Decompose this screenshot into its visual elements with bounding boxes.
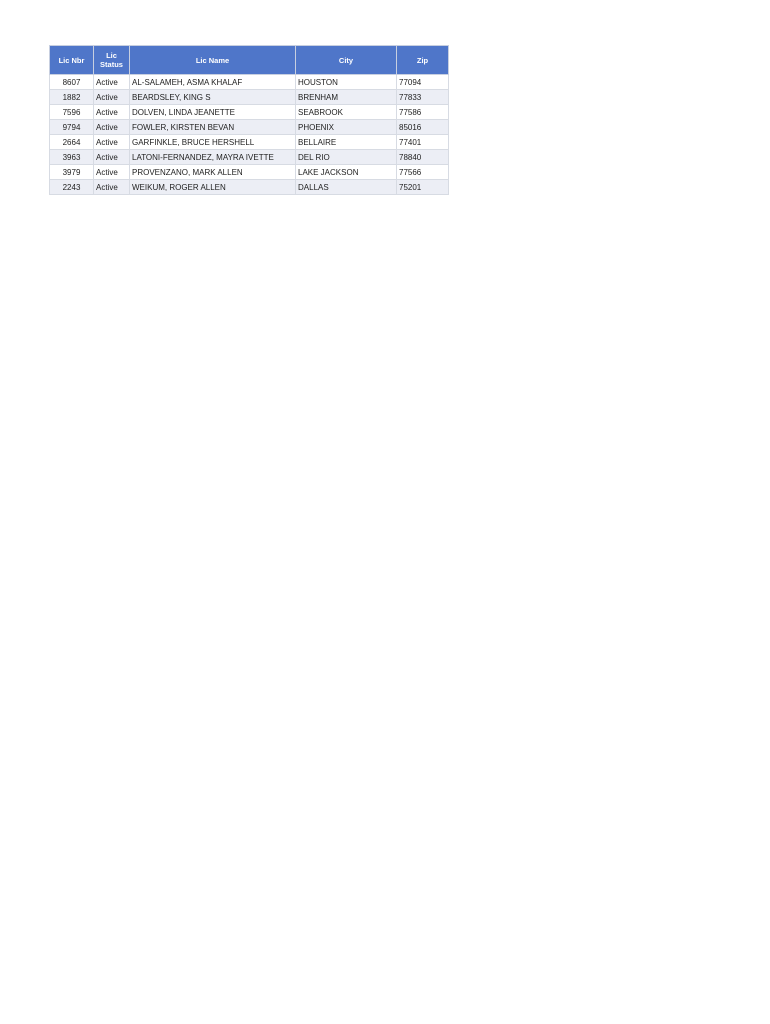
cell-lic-name: DOLVEN, LINDA JEANETTE bbox=[130, 105, 296, 120]
cell-lic-nbr: 3979 bbox=[50, 165, 94, 180]
cell-lic-nbr: 7596 bbox=[50, 105, 94, 120]
cell-zip: 75201 bbox=[397, 180, 449, 195]
table-row bbox=[50, 135, 449, 150]
cell-city: DALLAS bbox=[296, 180, 397, 195]
header-row bbox=[50, 46, 449, 75]
cell-zip: 77586 bbox=[397, 105, 449, 120]
cell-zip: 85016 bbox=[397, 120, 449, 135]
cell-city: LAKE JACKSON bbox=[296, 165, 397, 180]
cell-lic-status: Active bbox=[94, 165, 130, 180]
cell-city: DEL RIO bbox=[296, 150, 397, 165]
cell-lic-name: FOWLER, KIRSTEN BEVAN bbox=[130, 120, 296, 135]
table-body bbox=[50, 75, 449, 195]
cell-lic-nbr: 3963 bbox=[50, 150, 94, 165]
cell-lic-name: WEIKUM, ROGER ALLEN bbox=[130, 180, 296, 195]
cell-city: SEABROOK bbox=[296, 105, 397, 120]
cell-lic-name: AL-SALAMEH, ASMA KHALAF bbox=[130, 75, 296, 90]
header-lic-nbr: Lic Nbr bbox=[50, 46, 94, 75]
cell-lic-name: PROVENZANO, MARK ALLEN bbox=[130, 165, 296, 180]
header-zip: Zip bbox=[397, 46, 449, 75]
cell-lic-nbr: 9794 bbox=[50, 120, 94, 135]
cell-zip: 77833 bbox=[397, 90, 449, 105]
cell-lic-status: Active bbox=[94, 105, 130, 120]
cell-lic-status: Active bbox=[94, 90, 130, 105]
table-row bbox=[50, 120, 449, 135]
cell-lic-nbr: 2243 bbox=[50, 180, 94, 195]
table-row bbox=[50, 150, 449, 165]
license-table bbox=[49, 45, 449, 195]
cell-lic-status: Active bbox=[94, 135, 130, 150]
cell-zip: 78840 bbox=[397, 150, 449, 165]
cell-lic-status: Active bbox=[94, 150, 130, 165]
cell-zip: 77566 bbox=[397, 165, 449, 180]
header-lic-status bbox=[94, 46, 130, 75]
table-row bbox=[50, 105, 449, 120]
cell-lic-nbr: 1882 bbox=[50, 90, 94, 105]
header-city: City bbox=[296, 46, 397, 75]
header-lic-status-line1: Lic bbox=[106, 51, 117, 60]
cell-city: HOUSTON bbox=[296, 75, 397, 90]
cell-lic-status: Active bbox=[94, 75, 130, 90]
cell-lic-status: Active bbox=[94, 120, 130, 135]
table-row bbox=[50, 165, 449, 180]
cell-lic-name: GARFINKLE, BRUCE HERSHELL bbox=[130, 135, 296, 150]
cell-lic-name: BEARDSLEY, KING S bbox=[130, 90, 296, 105]
cell-zip: 77401 bbox=[397, 135, 449, 150]
header-lic-status-line2: Status bbox=[100, 60, 123, 69]
table-header bbox=[50, 46, 449, 75]
cell-city: BELLAIRE bbox=[296, 135, 397, 150]
cell-lic-status: Active bbox=[94, 180, 130, 195]
header-lic-name: Lic Name bbox=[130, 46, 296, 75]
cell-lic-nbr: 8607 bbox=[50, 75, 94, 90]
cell-zip: 77094 bbox=[397, 75, 449, 90]
table-row bbox=[50, 90, 449, 105]
cell-city: PHOENIX bbox=[296, 120, 397, 135]
table-row bbox=[50, 180, 449, 195]
cell-city: BRENHAM bbox=[296, 90, 397, 105]
cell-lic-nbr: 2664 bbox=[50, 135, 94, 150]
table-row bbox=[50, 75, 449, 90]
cell-lic-name: LATONI-FERNANDEZ, MAYRA IVETTE bbox=[130, 150, 296, 165]
